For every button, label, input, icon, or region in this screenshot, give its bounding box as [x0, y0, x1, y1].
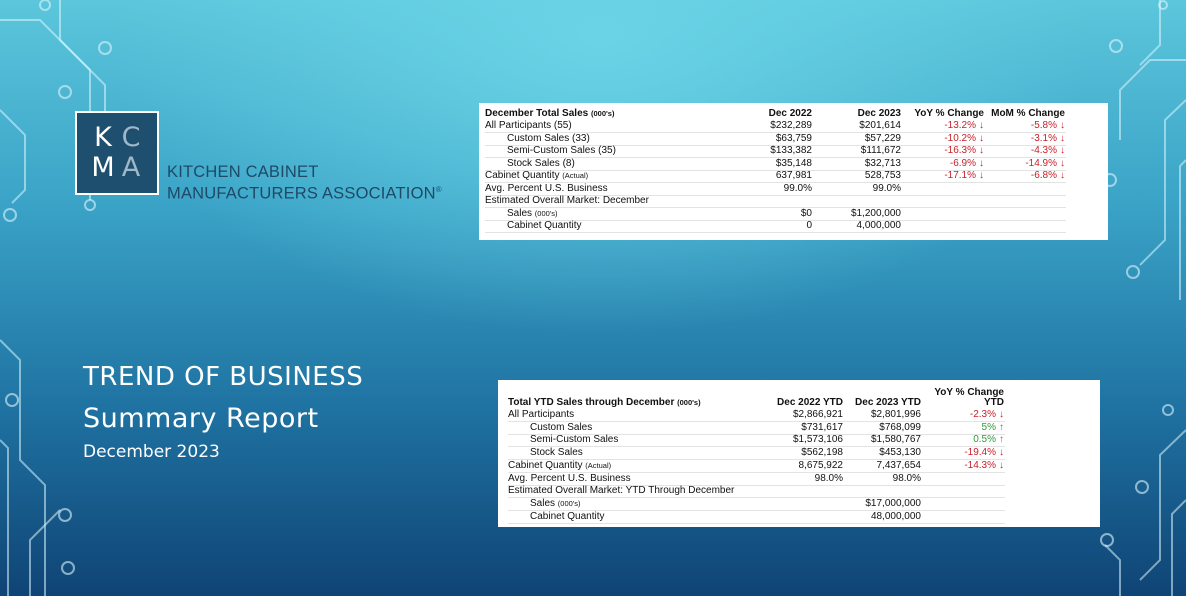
cell-y2023: $1,580,767 — [870, 434, 921, 446]
header-yoy-line2: YTD — [984, 397, 1004, 408]
cell-value: -2.3% — [969, 409, 996, 420]
row-label-text: Semi-Custom Sales (35) — [507, 145, 616, 156]
row-label-text: Avg. Percent U.S. Business — [508, 472, 631, 484]
table-row — [508, 511, 1005, 524]
row-label — [507, 145, 616, 157]
header-dec2023: Dec 2023 — [857, 108, 901, 119]
cell-yoy — [944, 133, 984, 145]
cell-mom — [1031, 133, 1065, 145]
slide-date: December 2023 — [83, 442, 220, 462]
row-label-text: Avg. Percent U.S. Business — [485, 182, 608, 194]
cell-value: 0.5% — [973, 434, 996, 446]
header-2022-ytd: Dec 2022 YTD — [777, 397, 843, 408]
table-header — [498, 382, 1100, 406]
cell-value: -10.2% — [944, 132, 976, 144]
cell-y2022: 8,675,922 — [798, 459, 843, 471]
down-arrow-icon: ↓ — [999, 409, 1004, 420]
cell-value: $63,759 — [775, 132, 812, 144]
cell-yoy — [944, 170, 984, 182]
down-arrow-icon: ↓ — [1060, 170, 1065, 181]
table-row — [485, 183, 1066, 196]
cell-y2023: $768,099 — [879, 421, 921, 433]
cell-value: 5% — [981, 421, 996, 433]
cell-y2022: $562,198 — [801, 447, 843, 459]
cell-value: -13.2% — [944, 120, 976, 131]
down-arrow-icon: ↓ — [1060, 132, 1065, 144]
header-yoy: YoY % Change — [914, 108, 984, 119]
row-label-unit: (000's) — [557, 498, 581, 508]
cell-value: $232,289 — [770, 120, 812, 131]
cell-value: -19.4% — [964, 447, 996, 459]
header-yoy-ytd — [934, 388, 1004, 408]
cell-y2022: $2,866,921 — [792, 409, 843, 420]
table-row — [508, 473, 1005, 486]
logo-letter-c: C — [121, 122, 141, 153]
cell-value: -17.1% — [944, 170, 976, 181]
slide-title: TREND OF BUSINESS — [83, 362, 364, 392]
cell-value: $57,229 — [864, 132, 901, 144]
header-label: December Total Sales — [485, 108, 589, 119]
table-row — [508, 460, 1005, 473]
cell-value: $201,614 — [859, 120, 901, 131]
cell-mom — [1031, 120, 1065, 132]
cell-yoy — [944, 145, 984, 157]
ytd-sales-table — [498, 380, 1100, 527]
table-row — [508, 498, 1005, 511]
header-dec2022: Dec 2022 — [768, 108, 812, 119]
cell-value: 99.0% — [783, 182, 812, 194]
cell-value: -4.3% — [1030, 145, 1057, 156]
cell-dec2023 — [857, 220, 902, 232]
row-label — [508, 460, 611, 472]
cell-yoy — [964, 460, 1004, 472]
row-label — [507, 208, 558, 220]
row-label-text: Custom Sales (33) — [507, 132, 590, 144]
kcma-logo — [75, 111, 159, 195]
up-arrow-icon: ↑ — [999, 421, 1004, 433]
down-arrow-icon: ↓ — [979, 170, 984, 181]
down-arrow-icon: ↓ — [979, 120, 984, 131]
header-mom: MoM % Change — [991, 108, 1065, 119]
table-row — [508, 422, 1005, 435]
table-row — [508, 447, 1005, 460]
down-arrow-icon: ↓ — [979, 157, 984, 169]
row-label-text: All Participants (55) — [485, 120, 572, 131]
cell-yoy — [982, 422, 1004, 434]
row-label-text: Stock Sales (8) — [507, 157, 575, 169]
cell-dec2022 — [776, 158, 812, 170]
row-label-text: Cabinet Quantity — [508, 459, 583, 471]
cell-yoy — [970, 409, 1004, 421]
row-label — [507, 158, 575, 170]
header-unit: (000's) — [590, 109, 615, 118]
down-arrow-icon: ↓ — [1060, 145, 1065, 156]
cell-value: -14.9% — [1025, 157, 1057, 169]
cell-mom — [1025, 158, 1065, 170]
cell-yoy — [944, 120, 984, 132]
table-row — [485, 133, 1066, 146]
up-arrow-icon: ↑ — [999, 434, 1004, 446]
cell-dec2023 — [873, 183, 901, 195]
cell-y2023: $453,130 — [879, 447, 921, 459]
row-label — [530, 511, 605, 523]
cell-dec2022 — [776, 133, 812, 145]
row-label-text: Custom Sales — [530, 421, 593, 433]
cell-dec2023 — [865, 170, 901, 182]
row-label-text: Cabinet Quantity — [530, 510, 605, 522]
row-label-text: Sales — [507, 207, 533, 219]
cell-dec2023 — [865, 133, 901, 145]
cell-mom — [1031, 170, 1065, 182]
table-row — [485, 170, 1066, 183]
cell-dec2023 — [851, 208, 901, 220]
row-label — [507, 220, 582, 232]
cell-dec2022 — [806, 220, 812, 232]
slide-subtitle: Summary Report — [83, 403, 319, 434]
row-label-text: Cabinet Quantity — [485, 170, 560, 181]
cell-y2022: 98.0% — [814, 472, 843, 484]
table-row — [508, 434, 1005, 447]
row-label — [530, 434, 618, 446]
cell-mom — [1031, 145, 1065, 157]
cell-dec2023 — [861, 145, 901, 157]
row-label — [485, 170, 588, 182]
row-label — [507, 133, 590, 145]
table-row — [485, 220, 1066, 233]
row-label — [508, 409, 574, 421]
cell-y2023: 7,437,654 — [876, 459, 921, 471]
cell-y2023: $2,801,996 — [870, 409, 921, 420]
row-label-text: Sales — [530, 497, 556, 509]
row-label — [508, 485, 734, 497]
cell-dec2022 — [770, 145, 812, 157]
logo-name-line2: MANUFACTURERS ASSOCIATION — [167, 184, 436, 203]
row-label — [485, 195, 649, 207]
cell-value: 0 — [806, 220, 812, 231]
row-label — [485, 120, 572, 132]
down-arrow-icon: ↓ — [979, 132, 984, 144]
cell-value: -3.1% — [1030, 132, 1057, 144]
down-arrow-icon: ↓ — [979, 145, 984, 156]
cell-value: 4,000,000 — [856, 220, 901, 231]
cell-value: 528,753 — [864, 170, 901, 181]
table-row — [485, 208, 1066, 221]
row-label-text: Cabinet Quantity — [507, 220, 582, 231]
down-arrow-icon: ↓ — [999, 459, 1004, 471]
cell-dec2023 — [859, 120, 901, 132]
row-label — [485, 183, 608, 195]
down-arrow-icon: ↓ — [1060, 157, 1065, 169]
cell-value: $1,200,000 — [850, 207, 901, 219]
table-header — [479, 108, 1108, 120]
cell-yoy — [950, 158, 984, 170]
row-label-unit: (000's) — [534, 208, 558, 218]
cell-y2022: $731,617 — [801, 421, 843, 433]
cell-y2023: $17,000,000 — [865, 497, 921, 509]
logo-letter-k: K — [94, 122, 112, 153]
row-label — [508, 473, 631, 485]
header-yoy-line1: YoY % Change — [934, 387, 1004, 398]
logo-letter-a: A — [121, 152, 141, 183]
cell-dec2023 — [865, 158, 901, 170]
row-label-unit: (Actual) — [585, 460, 612, 470]
logo-name-line1: KITCHEN CABINET — [167, 163, 319, 181]
cell-value: $133,382 — [770, 145, 812, 156]
row-label — [530, 447, 583, 459]
row-label-text: All Participants — [508, 409, 575, 420]
cell-dec2022 — [784, 183, 812, 195]
table-row — [485, 120, 1066, 133]
cell-yoy — [964, 447, 1004, 459]
row-label-text: Stock Sales — [530, 447, 583, 459]
cell-value: -16.3% — [944, 145, 976, 156]
header-label: Total YTD Sales through December — [508, 397, 675, 408]
cell-dec2022 — [801, 208, 812, 220]
logo-name — [167, 164, 442, 203]
down-arrow-icon: ↓ — [999, 447, 1004, 459]
cell-dec2022 — [770, 120, 812, 132]
table-row — [508, 485, 1005, 498]
cell-dec2022 — [776, 170, 812, 182]
cell-value: -6.9% — [949, 157, 976, 169]
cell-value: $111,672 — [860, 145, 901, 156]
header-unit: (000's) — [677, 398, 701, 407]
logo-name-line2-wrap — [167, 181, 442, 203]
cell-value: -5.8% — [1030, 120, 1057, 131]
row-label-unit: (Actual) — [562, 171, 589, 180]
cell-value: $35,148 — [775, 157, 812, 169]
cell-value: 99.0% — [872, 182, 901, 194]
cell-y2022: $1,573,106 — [792, 434, 843, 446]
trademark: ® — [435, 185, 442, 194]
header-2023-ytd: Dec 2023 YTD — [855, 397, 921, 408]
cell-value: -6.8% — [1030, 170, 1057, 181]
cell-yoy — [973, 434, 1004, 446]
cell-value: -14.3% — [964, 459, 996, 471]
table-row — [485, 195, 1066, 208]
cell-value: $0 — [800, 207, 812, 219]
cell-y2023: 98.0% — [892, 472, 921, 484]
logo-letter-m: M — [91, 152, 115, 183]
row-label-text: Semi-Custom Sales — [530, 434, 619, 446]
table-row — [485, 145, 1066, 158]
row-label — [530, 498, 581, 510]
cell-value: 637,981 — [775, 170, 812, 181]
row-label-text: Estimated Overall Market: December — [485, 195, 649, 206]
cell-y2023: 48,000,000 — [870, 510, 921, 522]
row-label-text: Estimated Overall Market: YTD Through December — [508, 485, 735, 497]
down-arrow-icon: ↓ — [1060, 120, 1065, 131]
row-label — [530, 422, 592, 434]
table-row — [485, 158, 1066, 171]
table-row — [508, 409, 1005, 422]
december-sales-table — [479, 103, 1108, 240]
cell-value: $32,713 — [864, 157, 901, 169]
